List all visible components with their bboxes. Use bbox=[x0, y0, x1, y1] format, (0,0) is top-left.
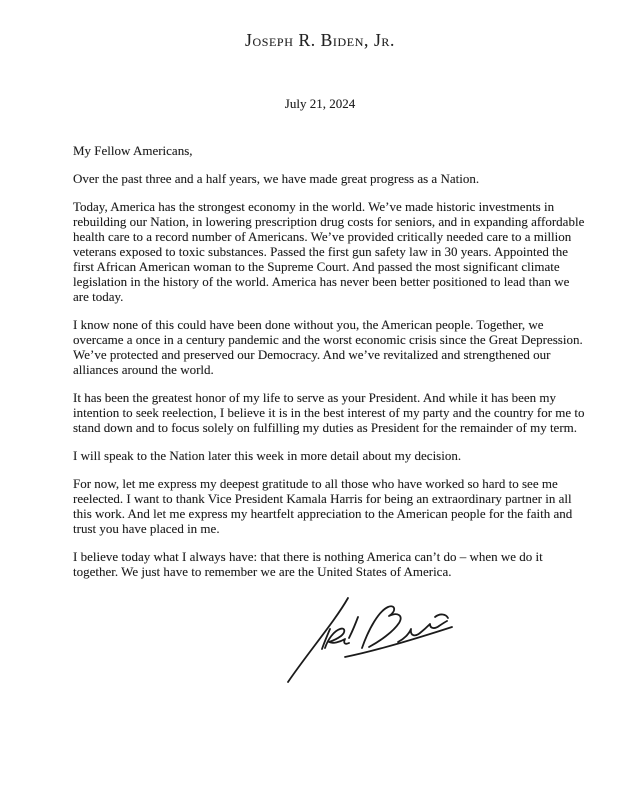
letter-date: July 21, 2024 bbox=[284, 96, 356, 111]
letter-paragraph: I believe today what I always have: that there is nothing America can’t do – when we do it together. We just have to remember we are the United States of America. bbox=[73, 549, 543, 579]
letter-paragraph: Over the past three and a half years, we have made great progress as a Nation. bbox=[73, 171, 480, 186]
letter-paragraph: It has been the greatest honor of my life to serve as your President. And while it has been my intention to seek reelection, I believe it is in the best interest of my party and the country for me to stand down and to focus solely on fulfilling my duties as President for the remainder of my term. bbox=[73, 390, 585, 435]
salutation: My Fellow Americans, bbox=[73, 143, 193, 158]
letter-paragraph: I know none of this could have been done without you, the American people. Together, we overcame a once in a century pandemic and the worst economic crisis since the Great Depression. We’ve protected and preserved our Democracy. And we’ve revitalized and strengthened our alliances around the world. bbox=[73, 317, 583, 377]
letterhead-name: Joseph R. Biden, Jr. bbox=[245, 30, 395, 50]
joe-biden-signature-icon bbox=[285, 596, 455, 686]
letter-body bbox=[73, 143, 586, 592]
letter-paragraph: I will speak to the Nation later this week in more detail about my decision. bbox=[73, 448, 462, 463]
signature-block bbox=[285, 596, 455, 686]
letter-paragraph: Today, America has the strongest economy in the world. We’ve made historic investments in rebuilding our Nation, in lowering prescription drug costs for seniors, and in expanding affordable health care to a record number of Americans. We’ve provided critically needed care to a million veterans exposed to toxic substances. Passed the first gun safety law in 30 years. Appointed the first African American woman to the Supreme Court. And passed the most significant climate legislation in the history of the world. America has never been better positioned to lead than we are today. bbox=[73, 199, 585, 304]
letter-paragraph: For now, let me express my deepest gratitude to all those who have worked so hard to see me reelected. I want to thank Vice President Kamala Harris for being an extraordinary partner in all this work. And let me express my heartfelt appreciation to the American people for the faith and trust you have placed in me. bbox=[73, 476, 573, 536]
